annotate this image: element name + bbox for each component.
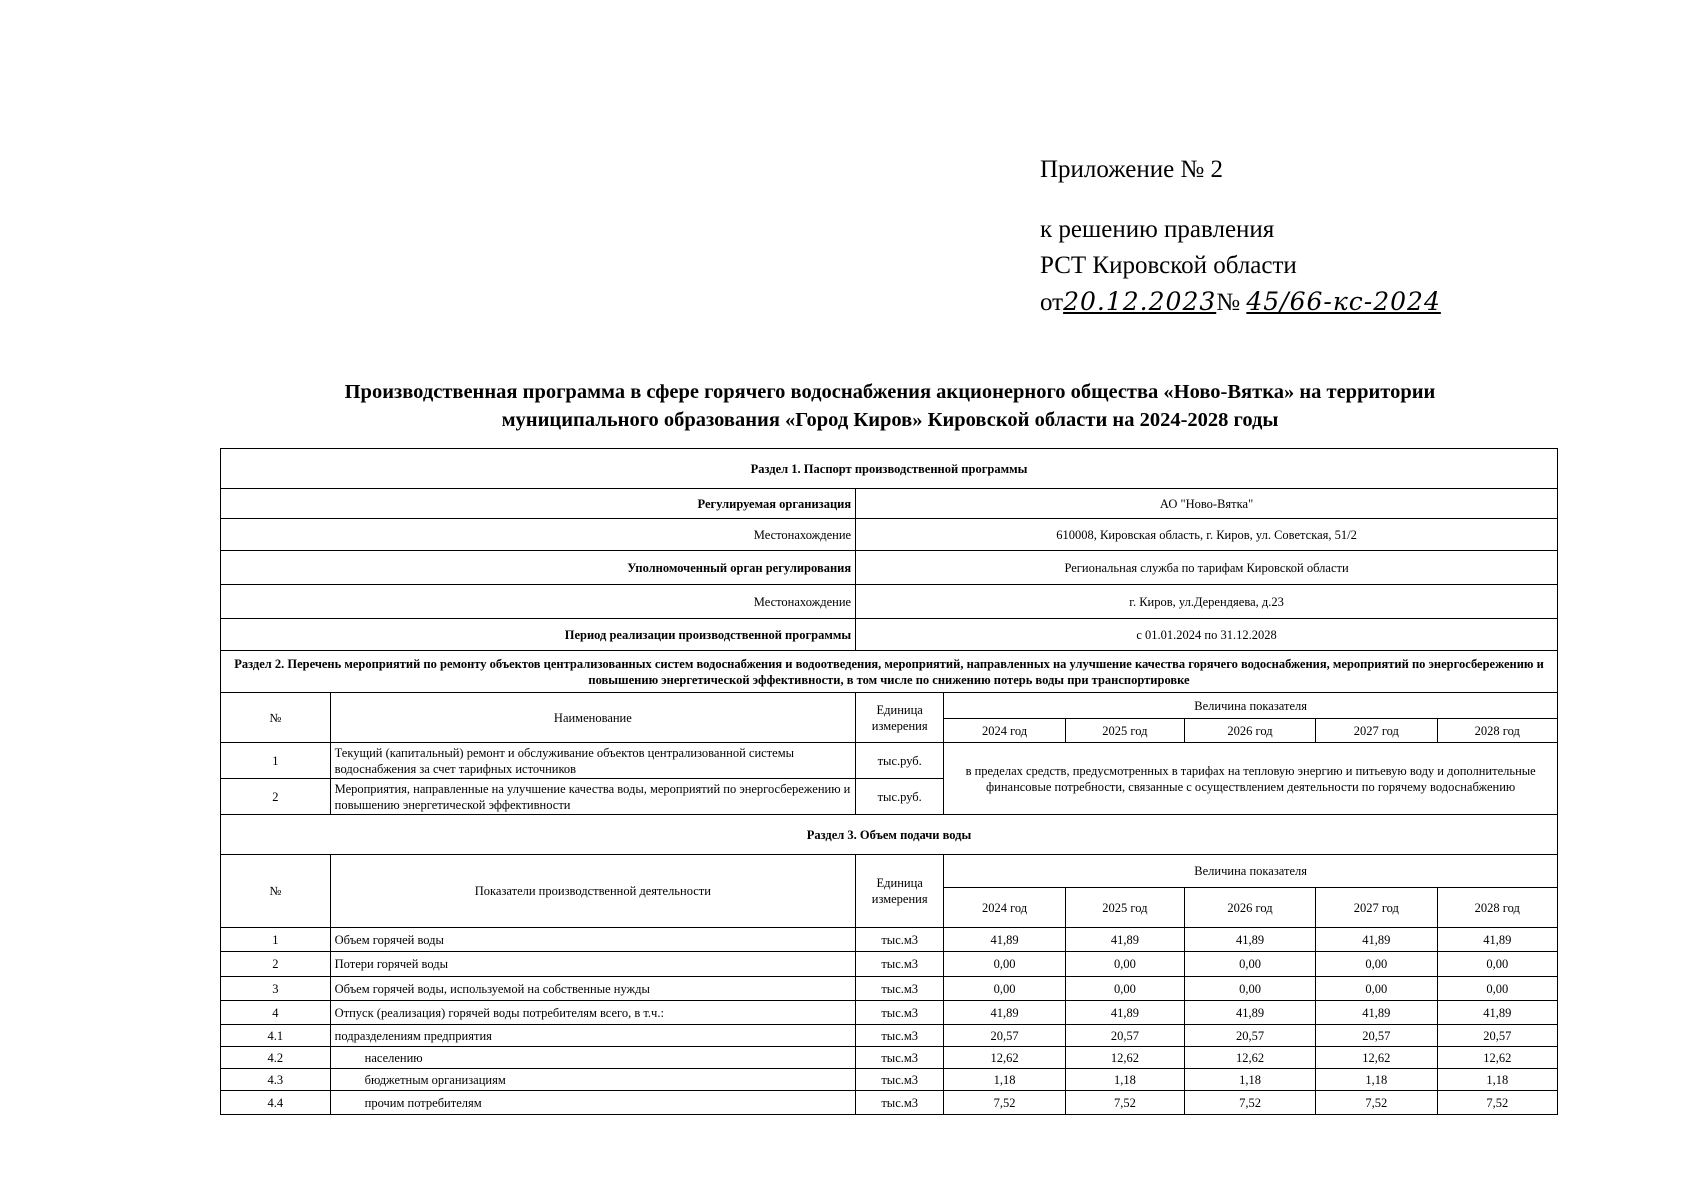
passport-label: Местонахождение bbox=[221, 519, 856, 551]
row-value: 41,89 bbox=[1065, 1001, 1184, 1025]
row-value: 12,62 bbox=[1065, 1047, 1184, 1069]
year-header: 2026 год bbox=[1184, 719, 1315, 743]
col-unit: Единица измерения bbox=[856, 693, 944, 743]
appendix-block bbox=[1040, 152, 1441, 321]
decision-date: 20.12.2023 bbox=[1063, 287, 1217, 316]
row-value: 0,00 bbox=[944, 952, 1066, 977]
row-name: Объем горячей воды bbox=[330, 928, 855, 952]
col-value: Величина показателя bbox=[944, 693, 1558, 719]
row-value: 1,18 bbox=[1437, 1069, 1557, 1091]
row-value: 1,18 bbox=[1184, 1069, 1315, 1091]
section-3 bbox=[221, 815, 1558, 1115]
row-value: 41,89 bbox=[944, 1001, 1066, 1025]
col-number: № bbox=[221, 855, 331, 928]
row-number: 1 bbox=[221, 743, 331, 779]
passport-value: с 01.01.2024 по 31.12.2028 bbox=[856, 619, 1558, 651]
row-value: 0,00 bbox=[1316, 977, 1438, 1001]
row-value: 1,18 bbox=[1065, 1069, 1184, 1091]
passport-row bbox=[221, 489, 1558, 519]
passport-value: 610008, Кировская область, г. Киров, ул. Советская, 51/2 bbox=[856, 519, 1558, 551]
row-unit: тыс.м3 bbox=[856, 928, 944, 952]
row-value: 41,89 bbox=[1184, 928, 1315, 952]
row-value: 0,00 bbox=[1184, 952, 1315, 977]
row-unit: тыс.м3 bbox=[856, 1069, 944, 1091]
passport-row bbox=[221, 585, 1558, 619]
row-name: Потери горячей воды bbox=[330, 952, 855, 977]
row-value: 7,52 bbox=[1437, 1091, 1557, 1115]
year-header: 2027 год bbox=[1316, 719, 1438, 743]
appendix-number: Приложение № 2 bbox=[1040, 156, 1224, 183]
row-value: 12,62 bbox=[1316, 1047, 1438, 1069]
row-value: 7,52 bbox=[1184, 1091, 1315, 1115]
row-number: 4.3 bbox=[221, 1069, 331, 1091]
row-value: 41,89 bbox=[1437, 928, 1557, 952]
row-number: 3 bbox=[221, 977, 331, 1001]
year-header: 2028 год bbox=[1437, 888, 1557, 928]
passport-label: Период реализации производственной программы bbox=[221, 619, 856, 651]
row-name: населению bbox=[330, 1047, 855, 1069]
row-unit: тыс.м3 bbox=[856, 1047, 944, 1069]
row-value: 20,57 bbox=[1065, 1025, 1184, 1047]
row-value: 0,00 bbox=[1316, 952, 1438, 977]
section-3-heading: Раздел 3. Объем подачи воды bbox=[221, 815, 1558, 855]
passport-row bbox=[221, 519, 1558, 551]
number-sign: № bbox=[1216, 289, 1241, 316]
year-header: 2026 год bbox=[1184, 888, 1315, 928]
row-value: 41,89 bbox=[1065, 928, 1184, 952]
volume-row bbox=[221, 1047, 1558, 1069]
program-table bbox=[220, 448, 1558, 1115]
title-line-2: муниципального образования «Город Киров» Кировской области на 2024-2028 годы bbox=[501, 409, 1279, 431]
year-header: 2028 год bbox=[1437, 719, 1557, 743]
row-name: Отпуск (реализация) горячей воды потребителям всего, в т.ч.: bbox=[330, 1001, 855, 1025]
row-value: 12,62 bbox=[1437, 1047, 1557, 1069]
passport-value: Региональная служба по тарифам Кировской области bbox=[856, 551, 1558, 585]
row-value: 41,89 bbox=[1184, 1001, 1315, 1025]
row-value: 41,89 bbox=[1316, 1001, 1438, 1025]
col-value: Величина показателя bbox=[944, 855, 1558, 888]
passport-label: Уполномоченный орган регулирования bbox=[221, 551, 856, 585]
decision-number: 45/66-кс-2024 bbox=[1246, 287, 1441, 316]
row-unit: тыс.м3 bbox=[856, 1025, 944, 1047]
section-1 bbox=[221, 449, 1558, 651]
row-value: 41,89 bbox=[944, 928, 1066, 952]
decision-label: к решению правления bbox=[1040, 216, 1275, 243]
row-value: 20,57 bbox=[944, 1025, 1066, 1047]
volume-row bbox=[221, 928, 1558, 952]
row-value: 1,18 bbox=[944, 1069, 1066, 1091]
title-line-1: Производственная программа в сфере горячего водоснабжения акционерного общества «Ново-Вятка» на территории bbox=[344, 381, 1436, 403]
year-header: 2025 год bbox=[1065, 888, 1184, 928]
row-name: Объем горячей воды, используемой на собственные нужды bbox=[330, 977, 855, 1001]
row-unit: тыс.м3 bbox=[856, 977, 944, 1001]
row-value: 7,52 bbox=[1316, 1091, 1438, 1115]
row-unit: тыс.руб. bbox=[856, 779, 944, 815]
row-value: 12,62 bbox=[1184, 1047, 1315, 1069]
row-number: 2 bbox=[221, 779, 331, 815]
row-value: 7,52 bbox=[944, 1091, 1066, 1115]
row-value: 0,00 bbox=[944, 977, 1066, 1001]
funding-note: в пределах средств, предусмотренных в тарифах на тепловую энергию и питьевую воду и дополнительные финансовые потребности, связанные с осуществлением деятельности по горячему водоснабжению bbox=[944, 743, 1558, 815]
col-name: Наименование bbox=[330, 693, 855, 743]
row-value: 0,00 bbox=[1437, 952, 1557, 977]
section-2-heading: Раздел 2. Перечень мероприятий по ремонту объектов централизованных систем водоснабжения и водоотведения, мероприятий, направленных на улучшение качества горячего водоснабжения, мероприятий по энергосбережению и повышению энергетической эффективности, в том числе по снижению потерь воды при транспортировке bbox=[221, 651, 1558, 693]
row-value: 0,00 bbox=[1437, 977, 1557, 1001]
volume-row bbox=[221, 1091, 1558, 1115]
row-number: 4.4 bbox=[221, 1091, 331, 1115]
row-value: 12,62 bbox=[944, 1047, 1066, 1069]
authority-name: РСТ Кировской области bbox=[1040, 252, 1297, 279]
decision-ref bbox=[1040, 284, 1441, 321]
row-value: 20,57 bbox=[1316, 1025, 1438, 1047]
volume-row bbox=[221, 1025, 1558, 1047]
row-number: 4.1 bbox=[221, 1025, 331, 1047]
row-value: 1,18 bbox=[1316, 1069, 1438, 1091]
row-value: 0,00 bbox=[1065, 977, 1184, 1001]
year-header: 2027 год bbox=[1316, 888, 1438, 928]
volume-row bbox=[221, 952, 1558, 977]
volume-row bbox=[221, 977, 1558, 1001]
row-number: 4.2 bbox=[221, 1047, 331, 1069]
section-1-heading: Раздел 1. Паспорт производственной программы bbox=[221, 449, 1558, 489]
volume-row bbox=[221, 1001, 1558, 1025]
row-name: подразделениям предприятия bbox=[330, 1025, 855, 1047]
row-value: 7,52 bbox=[1065, 1091, 1184, 1115]
year-header: 2024 год bbox=[944, 888, 1066, 928]
col-unit: Единица измерения bbox=[856, 855, 944, 928]
col-number: № bbox=[221, 693, 331, 743]
row-value: 41,89 bbox=[1437, 1001, 1557, 1025]
document-title bbox=[220, 378, 1560, 434]
passport-row bbox=[221, 551, 1558, 585]
row-value: 0,00 bbox=[1065, 952, 1184, 977]
row-unit: тыс.м3 bbox=[856, 952, 944, 977]
row-unit: тыс.м3 bbox=[856, 1091, 944, 1115]
col-indicator: Показатели производственной деятельности bbox=[330, 855, 855, 928]
passport-label: Местонахождение bbox=[221, 585, 856, 619]
row-number: 2 bbox=[221, 952, 331, 977]
row-number: 4 bbox=[221, 1001, 331, 1025]
passport-value: г. Киров, ул.Дерендяева, д.23 bbox=[856, 585, 1558, 619]
row-unit: тыс.руб. bbox=[856, 743, 944, 779]
section-2 bbox=[221, 651, 1558, 815]
row-value: 41,89 bbox=[1316, 928, 1438, 952]
row-name: Текущий (капитальный) ремонт и обслуживание объектов централизованной системы водоснабжения за счет тарифных источников bbox=[330, 743, 855, 779]
measure-row bbox=[221, 743, 1558, 779]
row-name: бюджетным организациям bbox=[330, 1069, 855, 1091]
passport-row bbox=[221, 619, 1558, 651]
row-value: 0,00 bbox=[1184, 977, 1315, 1001]
row-name: Мероприятия, направленные на улучшение качества воды, мероприятий по энергосбережению и повышению энергетической эффективности bbox=[330, 779, 855, 815]
from-label: от bbox=[1040, 289, 1064, 316]
row-number: 1 bbox=[221, 928, 331, 952]
volume-row bbox=[221, 1069, 1558, 1091]
row-name: прочим потребителям bbox=[330, 1091, 855, 1115]
row-value: 20,57 bbox=[1437, 1025, 1557, 1047]
row-unit: тыс.м3 bbox=[856, 1001, 944, 1025]
year-header: 2025 год bbox=[1065, 719, 1184, 743]
passport-label: Регулируемая организация bbox=[221, 489, 856, 519]
row-value: 20,57 bbox=[1184, 1025, 1315, 1047]
passport-value: АО "Ново-Вятка" bbox=[856, 489, 1558, 519]
year-header: 2024 год bbox=[944, 719, 1066, 743]
